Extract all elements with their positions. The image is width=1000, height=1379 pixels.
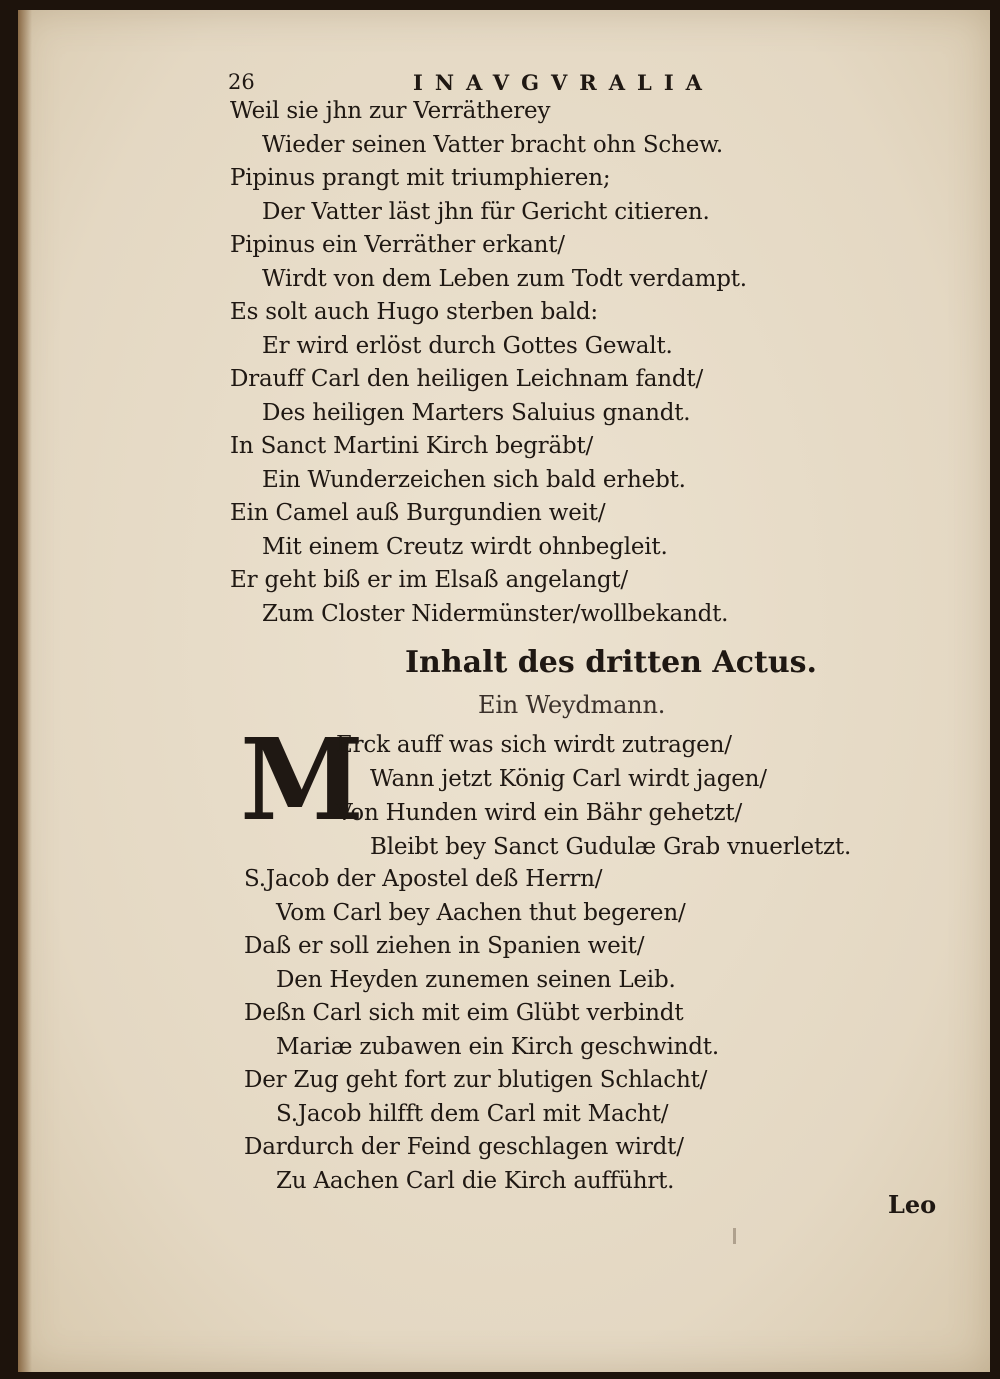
verse-line: Wieder seinen Vatter bracht ohn Schew.: [262, 131, 723, 158]
catchword: Leo: [888, 1190, 937, 1219]
verse-line: Von Hunden wird ein Bähr gehetzt/: [336, 800, 743, 826]
verse-line: Ein Wunderzeichen sich bald erhebt.: [262, 466, 686, 493]
verse-line: Drauff Carl den heiligen Leichnam fandt/: [230, 366, 704, 392]
verse-line: Dardurch der Feind geschlagen wirdt/: [244, 1134, 684, 1160]
verse-line: Vom Carl bey Aachen thut begeren/: [276, 899, 686, 926]
verse-line: Erck auff was sich wirdt zutragen/: [336, 732, 732, 758]
verse-line: Mariæ zubawen ein Kirch geschwindt.: [276, 1033, 719, 1060]
drop-cap: M: [240, 715, 364, 846]
verse-line: S.Jacob hilfft dem Carl mit Macht/: [276, 1100, 669, 1127]
running-title: INAVGVRALIA: [413, 70, 714, 95]
verse-line: Pipinus ein Verräther erkant/: [230, 232, 565, 258]
verse-line: Er geht biß er im Elsaß angelangt/: [230, 567, 628, 593]
section-heading: Inhalt des dritten Actus.: [405, 645, 817, 680]
speaker-name: Ein Weydmann.: [478, 691, 666, 719]
verse-line: Der Vatter läst jhn für Gericht citieren.: [262, 198, 710, 225]
verse-line: Deßn Carl sich mit eim Glübt verbindt: [244, 1000, 684, 1026]
verse-line: In Sanct Martini Kirch begräbt/: [230, 433, 594, 459]
verse-line: Wann jetzt König Carl wirdt jagen/: [370, 766, 767, 792]
verse-line: S.Jacob der Apostel deß Herrn/: [244, 866, 603, 892]
verse-line: Des heiligen Marters Saluius gnandt.: [262, 399, 691, 426]
verse-line: Weil sie jhn zur Verrätherey: [230, 98, 551, 124]
verse-line: Ein Camel auß Burgundien weit/: [230, 500, 606, 526]
running-head: [228, 70, 714, 95]
page-number: 26: [228, 70, 255, 94]
verse-line: Pipinus prangt mit triumphieren;: [230, 165, 611, 191]
verse-line: Der Zug geht fort zur blutigen Schlacht/: [244, 1067, 708, 1093]
verse-line: Zu Aachen Carl die Kirch aufführt.: [276, 1167, 675, 1194]
verse-line: Es solt auch Hugo sterben bald:: [230, 299, 598, 325]
verse-line: Mit einem Creutz wirdt ohnbegleit.: [262, 533, 668, 560]
paper-mark: [733, 1228, 736, 1244]
verse-line: Den Heyden zunemen seinen Leib.: [276, 966, 676, 993]
verse-line: Wirdt von dem Leben zum Todt verdampt.: [262, 265, 747, 292]
verse-line: Zum Closter Nidermünster/wollbekandt.: [262, 600, 729, 627]
verse-line: Bleibt bey Sanct Gudulæ Grab vnuerletzt.: [370, 834, 852, 860]
verse-line: Daß er soll ziehen in Spanien weit/: [244, 933, 645, 959]
verse-line: Er wird erlöst durch Gottes Gewalt.: [262, 332, 673, 359]
